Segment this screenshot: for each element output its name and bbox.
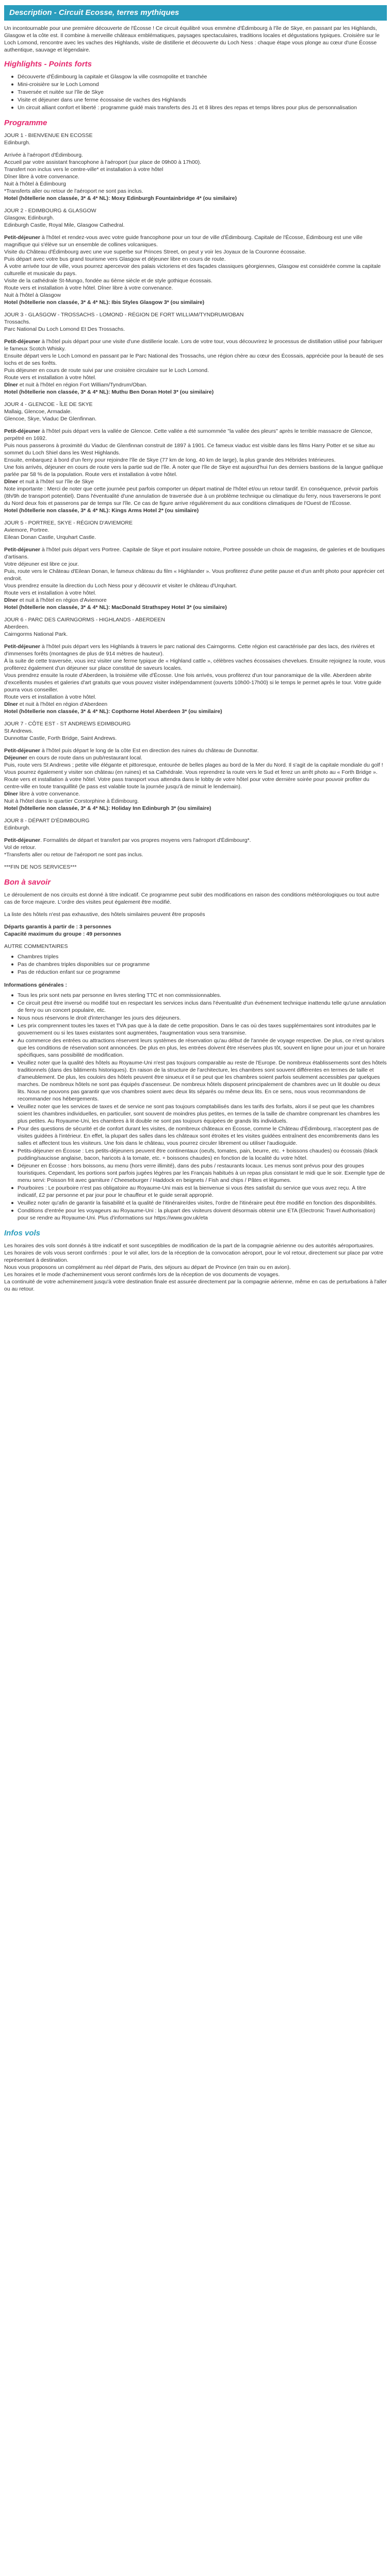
hotel-note: La liste des hôtels n'est pas exhaustive, des hôtels similaires peuvent être proposés — [4, 911, 205, 918]
info-heading: Informations générales : — [4, 982, 67, 988]
vol-para: Les horaires et le mode d'acheminement vous seront confirmés lors de la réception de vos documents de voyages. — [4, 1272, 280, 1278]
day-2 — [4, 207, 387, 306]
day-para: Visite du Château d'Édimbourg avec une vue superbe sur Princes Street, on peut y voir les Joyaux de la Couronne écossaise. — [4, 249, 306, 255]
day-para: Votre déjeuner est libre ce jour. — [4, 561, 79, 567]
vol-para: La continuité de votre acheminement jusqu'à votre destination finale est assurée directement par la compagnie aérienne, même en cas de perturbations à l'aller ou au retour. — [4, 1279, 387, 1292]
day-sights: Dunnottar Castle, Forth Bridge, Saint Andrews. — [4, 735, 117, 741]
day-line: Transfert non inclus vers le centre-ville* et installation à votre hôtel — [4, 166, 164, 173]
autres-item: Chambres triples — [11, 953, 387, 960]
infos-vols-heading: Infos vols — [4, 1229, 41, 1238]
bon-a-savoir-heading: Bon à savoir — [4, 878, 51, 887]
autres-list — [11, 953, 387, 976]
autres-item: Pas de réduction enfant sur ce programme — [11, 969, 387, 976]
day-para: Vous prendrez ensuite la route d'Aberdeen, la troisième ville d'Écosse. Une fois arrivés, vous profiterez d'un tour panoramique de la ville. Aberdeen abrite d'excellents musées et galeries d'art gratuits que vous pouvez visiter indépendamment (ouverts 10h00-17h00) si le temps le permet après le tour. Votre guide pourra vous conseiller. — [4, 672, 382, 693]
info-item: Ce circuit peut être inversé ou modifié tout en respectant les services inclus dans l'éventualité d'un événement technique inattendu telle qu'une annulation de ferry ou un concert populaire, etc. — [11, 999, 387, 1014]
day-6 — [4, 616, 387, 715]
day-para: Note importante : Merci de noter que cette journée peut parfois comporter un départ matinal de l'hôtel et/ou un retour tardif. En conséquence, prévoir parfois (8h/9h de transport potentiel). Dans l'éventualité d'une annulation de traversée due à un problème technique ou climatique du ferry, nous traverserons le pont du Nord deux fois et passerons par de temps sur l'île. Ce cas de figure arrive régulièrement du aux conditions climatiques de l'Ouest de l'Écosse. — [4, 486, 381, 506]
day-para: Dîner et nuit à l'hôtel en région d'Aberdeen — [4, 701, 108, 707]
intro — [4, 25, 387, 54]
vol-para: Les horaires des vols sont donnés à titre indicatif et sont susceptibles de modification de la part de la compagnie aérienne ou des autorités aéroportuaires. — [4, 1243, 374, 1249]
day-sights: Parc National Du Loch Lomond Et Des Trossachs. — [4, 326, 125, 332]
day-para: Puis départ avec votre bus grand tourisme vers Glasgow et déjeuner libre en cours de route. — [4, 256, 226, 262]
day-title: JOUR 5 - PORTREE, SKYE - RÉGION D'AVIEMORE — [4, 520, 133, 526]
day-line: *Transferts aller ou retour de l'aéroport ne sont pas inclus. — [4, 188, 143, 194]
day-title: JOUR 1 - BIENVENUE EN ECOSSE — [4, 132, 93, 139]
day-hotel: Hotel (hôtellerie non classée, 3* & 4* NL): Copthorne Hotel Aberdeen 3* (ou similaire) — [4, 708, 222, 715]
day-para: Une fois arrivés, déjeuner en cours de route vers la partie sud de l'île. À noter que l'île de Skye est aujourd'hui l'un des derniers bastions de la langue gaélique parlée par 58 % de la population. Route vers et installation à votre hôtel. — [4, 464, 383, 478]
day-title: JOUR 6 - PARC DES CAIRNGORMS - HIGHLANDS - ABERDEEN — [4, 617, 165, 623]
day-hotel: Hotel (hôtellerie non classée, 3* & 4* NL): Moxy Edinburgh Fountainbridge 4* (ou similaire) — [4, 195, 237, 201]
day-para: Vol de retour. — [4, 844, 36, 851]
day-para: Petit-déjeuner à l'hôtel et rendez-vous avec votre guide francophone pour un tour de ville d'Édimbourg. Capitale de l'Écosse, Édimbourg est une ville magnifique qui s'élève sur un ensemble de collines volcaniques. — [4, 234, 363, 248]
day-para: Dîner et nuit à l'hôtel en région d'Aviemore — [4, 597, 107, 603]
day-para: *Transferts aller ou retour de l'aéroport ne sont pas inclus. — [4, 852, 143, 858]
day-line: Nuit à l'hôtel à Édimbourg — [4, 181, 66, 187]
info-item: Déjeuner en Écosse : hors boissons, au menu (hors verre illimité), dans des pubs / restaurants locaux. Les menus sont prévus pour des groupes touristiques. Cependant, les portions sont parfois jugées légères par les Français habitués à un repas plus consistant le midi que le soir. Exemple type de menu servi: Poisson frit avec garniture / Cheeseburger / Haddock en beignets / Fish and chips / Pâtes et légumes. — [11, 1162, 387, 1184]
day-para: Petit-déjeuner à l'hôtel puis départ pour une visite d'une distillerie locale. Lors de votre tour, vous découvrirez le processus de distillation utilisé pour fabriquer le fameux Scotch Whisky. — [4, 338, 383, 352]
day-para: Route vers et installation à votre hôtel. — [4, 590, 96, 596]
day-5 — [4, 519, 387, 611]
page-title: Description - Circuit Ecosse, terres mythiques — [9, 8, 180, 17]
day-para: Dîner et nuit à l'hôtel en région Fort William/Tyndrum/Oban. — [4, 382, 148, 388]
day-para: Route vers et installation à votre hôtel. — [4, 375, 96, 381]
day-8 — [4, 817, 387, 871]
day-para: Nuit à l'hôtel à Glasgow — [4, 292, 61, 298]
info-item: Veuillez noter qu'afin de garantir la faisabilité et la qualité de l'itinéraire/des visites, l'ordre de l'itinéraire peut être modifié en fonction des disponibilités. — [11, 1199, 387, 1207]
autres-heading: AUTRE COMMENTAIRES — [4, 943, 68, 950]
info-item: Veuillez noter que les services de taxes et de service ne sont pas toujours comptabilisés dans les tarifs des forfaits, alors il se peut que les chambres soient les chambres individuelles, en particulier, sont souvent de moindres plus petites, en termes de la taille de chambre comprenant les chambres les plus petites. Au Royaume-Uni, les chambres à lit double ne sont pas toujours équipées de grands lits individuels. — [11, 1103, 387, 1125]
day-para: Petit-déjeuner à l'hôtel puis départ le long de la côte Est en direction des ruines du château de Dunnottar. — [4, 748, 259, 754]
day-title: JOUR 4 - GLENCOE - ÎLE DE SKYE — [4, 401, 93, 408]
day-place: Trossachs. — [4, 319, 30, 325]
day-line: Accueil par votre assistant francophone à l'aéroport (sur place de 09h00 à 17h00). — [4, 159, 201, 165]
info-item: Petits-déjeuner en Écosse : Les petits-déjeuners peuvent être continentaux (oeufs, tomates, pain, beurre, etc. + boissons chaudes) ou écossais (black pudding/saucisse anglaise, bacon, haricots à la tomate, etc. + boissons chaudes) en fonction de la localité du votre hôtel. — [11, 1147, 387, 1162]
day-para: Ensuite, embarquez à bord d'un ferry pour rejoindre l'île de Skye (77 km de long, 40 km de large), la plus grande des Hébrides Intérieures. — [4, 457, 336, 463]
info-item: Les prix comprennent toutes les taxes et TVA pas que à la date de cette proposition. Dans le cas où des taxes supplémentaires sont introduites par le gouvernement ou si les taxes existantes sont augmentées, l'augmentation vous sera transmise. — [11, 1022, 387, 1037]
day-title: JOUR 7 - CÔTE EST - ST ANDREWS EDIMBOURG — [4, 721, 131, 727]
day-title: JOUR 8 - DÉPART D'ÉDIMBOURG — [4, 818, 90, 824]
day-hotel: Hotel (hôtellerie non classée, 3* & 4* NL): Muthu Ben Doran Hotel 3* (ou similaire) — [4, 389, 214, 395]
day-sights: Cairngorms National Park. — [4, 631, 68, 637]
day-para: Puis, route vers St Andrews ; petite ville élégante et pittoresque, entourée de belles plages au bord de la Mer du Nord. Il s'agit de la capitale mondiale du golf ! Vous pourrez également y visiter son château (en ruines) et sa Cathédrale. Vous reprendrez la route vers le Sud et ferez un arrêt photo au « Forth Bridge ». — [4, 762, 383, 775]
day-para: Puis, route vers le Château d'Eilean Donan, le fameux château du film « Highlander ». Vous profiterez d'une petite pause et d'un arrêt photo pour apprécier cet endroit. — [4, 568, 384, 582]
autres-item: Pas de chambres triples disponibles sur ce programme — [11, 961, 387, 968]
title-banner — [4, 5, 387, 21]
day-place: Edinburgh. — [4, 140, 30, 146]
programme-heading: Programme — [4, 118, 47, 127]
day-place: Aviemore, Portree. — [4, 527, 50, 533]
day-sights: Eilean Donan Castle, Urquhart Castle. — [4, 534, 96, 540]
day-hotel: Hotel (hôtellerie non classée, 3* & 4* NL): Ibis Styles Glasgow 3* (ou similaire) — [4, 299, 205, 306]
day-para: Dîner et nuit à l'hôtel sur l'île de Skye — [4, 479, 94, 485]
day-sights: Glencoe, Skye, Viaduc De Glenfinnan. — [4, 416, 96, 422]
info-item: Conditions d'entrée pour les voyageurs au Royaume-Uni : la plupart des visiteurs doivent désormais obtenir une ETA (Electronic Travel Authorisation) pour se rendre au Royaume-Uni. Plus d'informations sur https://www.gov.uk/eta — [11, 1207, 387, 1222]
end-of-services: ***FIN DE NOS SERVICES*** — [4, 864, 77, 870]
highlight-item: Découverte d'Édimbourg la capitale et Glasgow la ville cosmopolite et tranchée — [11, 73, 387, 80]
capacite-max: Capacité maximum du groupe : 49 personnes — [4, 931, 121, 937]
day-para: Petit-déjeuner à l'hôtel puis départ vers les Highlands à travers le parc national des Cairngorms. Cette région est caractérisée par des lacs, des rivières et d'immenses forêts (montagnes de plus de 914 mètres de hauteur). — [4, 643, 375, 657]
highlight-item: Traversée et nuitée sur l'île de Skye — [11, 89, 387, 96]
day-para: Ensuite départ vers le Loch Lomond en passant par le Parc National des Trossachs, une région chère au cœur des Écossais, appréciée pour la beauté de ses lochs et de ses forêts. — [4, 353, 384, 366]
day-title: JOUR 2 - EDIMBOURG & GLASGOW — [4, 208, 96, 214]
highlight-item: Visite et déjeuner dans une ferme écossaise de vaches des Highlands — [11, 96, 387, 104]
info-item: Veuillez noter que la qualité des hôtels au Royaume-Uni n'est pas toujours comparable au reste de l'Europe. De nombreux établissements sont des hôtels traditionnels (dans des bâtiments historiques). En raison de la structure de l'architecture, les chambres sont souvent différentes en termes de taille et d'ameublement. De plus, les couloirs des hôtels peuvent être sinueux et il se peut que les chambres soient parfois seulement accessibles par quelques marches. De nombreux hôtels ne sont pas équipés d'ascenseur. De nombreux hôtels disposent principalement de chambres avec un lit double ou deux lits. Nous ne pouvons pas garantir que vos chambres soient avec deux lits séparés ou même deux lits. En ce sens, nous vous recommandons de recommander nos hébergements. — [11, 1059, 387, 1103]
day-para: Petit-déjeuner à l'hôtel puis départ vers la vallée de Glencoe. Cette vallée a été surnommée "la vallée des pleurs" après le terrible massacre de Glencoe, perpétré en 1692. — [4, 428, 372, 442]
day-para: Puis nous passerons à proximité du Viaduc de Glenfinnan construit de 1897 à 1901. Ce fameux viaduc est visible dans les films Harry Potter et se situe au sommet du Loch Shiel dans les West Highlands. — [4, 443, 375, 456]
infos-vols — [4, 1242, 387, 1293]
info-list — [11, 992, 387, 1222]
day-place: Aberdeen. — [4, 624, 29, 630]
day-para: Nuit à l'hôtel dans le quartier Corstorphine à Édimbourg. — [4, 798, 139, 804]
day-hotel: Hotel (hôtellerie non classée, 3* & 4* NL): Holiday Inn Edinburgh 3* (ou similaire) — [4, 805, 211, 811]
bon-a-savoir — [4, 891, 387, 1222]
day-para: Petit-déjeuner à l'hôtel puis départ vers Portree. Capitale de Skye et port insulaire notoire, Portree possède un choix de magasins, de galeries et de boutiques d'artisans. — [4, 547, 385, 560]
info-item: Pour des questions de sécurité et de confort durant les visites, de nombreux châteaux en Écosse, comme le Château d'Édimbourg, n'acceptent pas de visites guidées à l'intérieur. En effet, la plupart des salles dans les châteaux sont étroites et les visites guidées entraînent des encombrements dans les salles et affectent tous les visiteurs. Une fois dans le château, vous pourrez circuler librement ou utiliser l'audioguide. — [11, 1125, 387, 1147]
day-para: Déjeuner en cours de route dans un pub/restaurant local. — [4, 755, 142, 761]
day-place: St Andrews. — [4, 728, 34, 734]
day-para: Route vers et installation à votre hôtel. Votre pass transport vous attendra dans le lobby de votre hôtel pour votre dernière soirée pour pouvoir profiter du centre-ville en toute tranquillité (le pass est valable toute la journée jusqu'à de minuit le lendemain). — [4, 776, 369, 790]
day-place: Glasgow, Edinburgh. — [4, 215, 54, 221]
day-7 — [4, 720, 387, 812]
day-hotel: Hotel (hôtellerie non classée, 3* & 4* NL): Kings Arms Hotel 2* (ou similaire) — [4, 507, 199, 514]
day-para: À la suite de cette traversée, vous irez visiter une ferme typique de « Highland cattle », célèbres vaches écossaises chevelues. Ensuite rejoignez la route, vous profiterez également d'un déjeuner sur place constitué de saveurs locales. — [4, 658, 385, 671]
highlights-heading: Highlights - Points forts — [4, 60, 92, 69]
intro-text: Un incontournable pour une première découverte de l'Écosse ! Ce circuit équilibré vous emmène d'Édimbourg à l'île de Skye, en passant par les Highlands, Glasgow et la côte est. Il combine à merveille châteaux emblématiques, paysages spectaculaires, traditions locales et dégustations typiques. Croisière sur le Loch Lomond, rencontre avec les vaches des Highlands, visite de distillerie et découverte du Loch Ness : chaque étape vous plonge au cœur d'une Écosse authentique, sauvage et légendaire. — [4, 25, 380, 53]
vol-para: Nous vous proposons un complément au réel départ de Paris, des séjours au départ de Province (en train ou en avion). — [4, 1264, 291, 1270]
day-place: Edinburgh. — [4, 825, 30, 831]
day-4 — [4, 401, 387, 514]
info-item: Nous nous réservons le droit d'interchanger les jours des déjeuners. — [11, 1014, 387, 1022]
day-hotel: Hotel (hôtellerie non classée, 3* & 4* NL): MacDonald Strathspey Hotel 3* (ou similaire) — [4, 604, 227, 611]
day-para: Dîner libre à votre convenance. — [4, 791, 80, 797]
day-line: Dîner libre à votre convenance. — [4, 174, 79, 180]
info-item: Tous les prix sont nets par personne en livres sterling TTC et non commissionnables. — [11, 992, 387, 999]
day-place: Mallaig, Glencoe, Armadale. — [4, 409, 72, 415]
day-para: Route vers et installation à votre hôtel. — [4, 694, 96, 700]
info-item: Au commerce des entrées ou attractions réservent leurs systèmes de réservation qu'au début de l'année de voyage respective. De plus, ce n'est qu'alors que les conditions de réservation sont annoncées. De plus en plus, les entrées doivent être réservées plus tôt, souvent en ligne pour un jour et un horaire spécifiques, sans possibilité de modification. — [11, 1037, 387, 1059]
departs-garantis: Départs garantis à partir de : 3 personnes — [4, 924, 111, 930]
day-para: Petit-déjeuner. Formalités de départ et transfert par vos propres moyens vers l'aéroport d'Édimbourg*. — [4, 837, 251, 843]
day-3 — [4, 311, 387, 396]
vol-para: Les horaires de vols vous seront confirmés : pour le vol aller, lors de la réception de la convocation aéroport, pour le vol retour, directement sur place par votre représentant à destination. — [4, 1250, 383, 1263]
day-sights: Edinburgh Castle, Royal Mile, Glasgow Cathedral. — [4, 222, 125, 228]
day-title: JOUR 3 - GLASGOW - TROSSACHS - LOMOND - RÉGION DE FORT WILLIAM/TYNDRUM/OBAN — [4, 312, 244, 318]
highlight-item: Mini-croisière sur le Loch Lomond — [11, 81, 387, 88]
day-para: Puis déjeuner en cours de route suivi par une croisière circulaire sur le Loch Lomond. — [4, 367, 209, 374]
day-para: Vous prendrez ensuite la direction du Loch Ness pour y découvrir et visiter le château d'Urquhart. — [4, 583, 237, 589]
disclaimer-text: Le déroulement de nos circuits est donné à titre indicatif. Ce programme peut subir des modifications en raison des conditions météorologiques ou tout autre cas de force majeure. L'ordre des visites peut également être modifié. — [4, 892, 380, 905]
highlight-item: Un circuit alliant confort et liberté : programme guidé mais transferts des J1 et 8 libres des repas et temps libres pour plus de personnalisation — [11, 104, 387, 111]
day-para: Route vers et installation à votre hôtel. Dîner libre à votre convenance. — [4, 285, 173, 291]
info-item: Pourboires : Le pourboire n'est pas obligatoire au Royaume-Uni mais est la bienvenue si vous êtes satisfait du service que vous avez reçu. À titre indicatif, £2 par personne et par jour pour le chauffeur et le guide serait approprié. — [11, 1184, 387, 1199]
day-para: À votre arrivée tour de ville, vous pourrez apercevoir des palais victoriens et des façades classiques géorgiennes, Glasgow est considérée comme la capitale culturelle et musicale du pays. — [4, 263, 381, 277]
day-para: Visite de la cathédrale St-Mungo, fondée au 6ème siècle et de style gothique écossais. — [4, 278, 213, 284]
highlights-list — [11, 73, 387, 111]
day-line: Arrivée à l'aéroport d'Édimbourg. — [4, 152, 83, 158]
day-1 — [4, 132, 387, 202]
